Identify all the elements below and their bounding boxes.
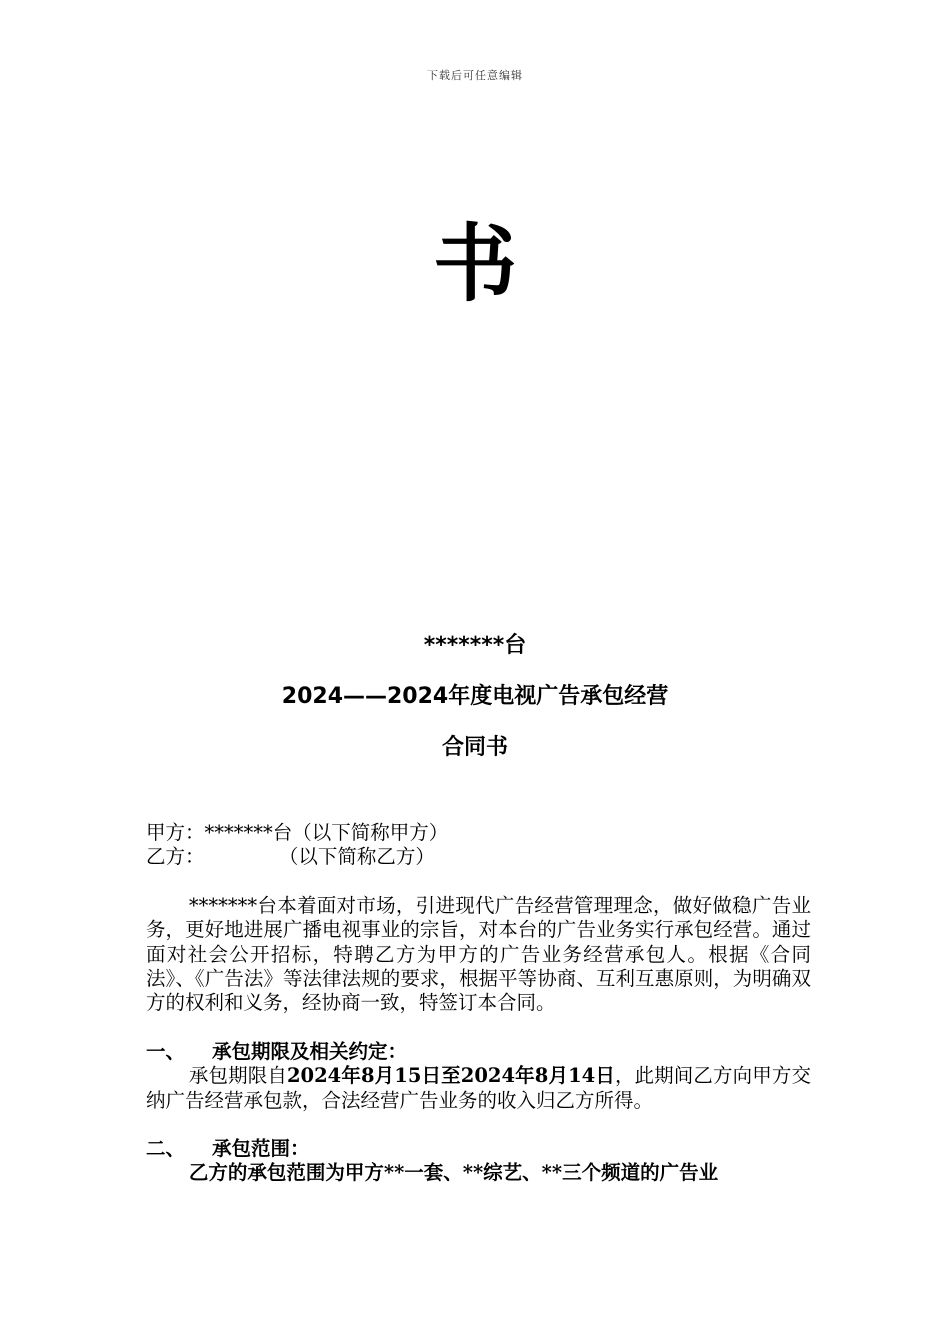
section-1-text-suffix: ，此期间乙方向甲方交纳广告经营承包款，合法经营广告业务的收入归乙方所得。 (146, 1064, 811, 1112)
section-1-number: 一、 (146, 1039, 186, 1063)
section-1-text-prefix: 承包期限自 (188, 1064, 287, 1088)
section-2-number: 二、 (146, 1137, 186, 1161)
section-1-end-date: 2024年8月14日 (460, 1064, 615, 1088)
section-1-heading (146, 1040, 811, 1064)
contract-body (146, 821, 811, 1186)
section-2-paragraph: 乙方的承包范围为甲方**一套、**综艺、**三个频道的广告业 (188, 1161, 719, 1185)
title-line-1: *******台 (423, 633, 527, 658)
title-line-2: 2024——2024年度电视广告承包经营 (281, 684, 669, 709)
section-2-heading (146, 1137, 811, 1161)
section-1-start-date: 2024年8月15日 (286, 1064, 442, 1088)
party-a-line: 甲方：*******台（以下简称甲方） (146, 821, 449, 844)
section-1-paragraph (146, 1064, 811, 1113)
section-2-title: 承包范围： (212, 1137, 310, 1161)
section-1-title: 承包期限及相关约定： (212, 1039, 408, 1063)
preamble-paragraph: *******台本着面对市场，引进现代广告经营管理理念，做好做稳广告业务，更好地进展广播电视事业的宗旨，对本台的广告业务实行承包经营。通过面对社会公开招标，特聘乙方为甲方的广告业务经营承包人。根据《合同法》、《广告法》等法律法规的要求，根据平等协商、互利互惠原则，为明确双方的权利和义务，经协商一致，特签订本合同。 (146, 893, 811, 1015)
section-1-connector: 至 (441, 1064, 461, 1088)
title-line-3: 合同书 (441, 735, 508, 760)
header-note: 下载后可任意编辑 (427, 69, 523, 82)
party-b-line: 乙方： （以下简称乙方） (146, 845, 435, 869)
cover-character: 书 (432, 214, 517, 313)
